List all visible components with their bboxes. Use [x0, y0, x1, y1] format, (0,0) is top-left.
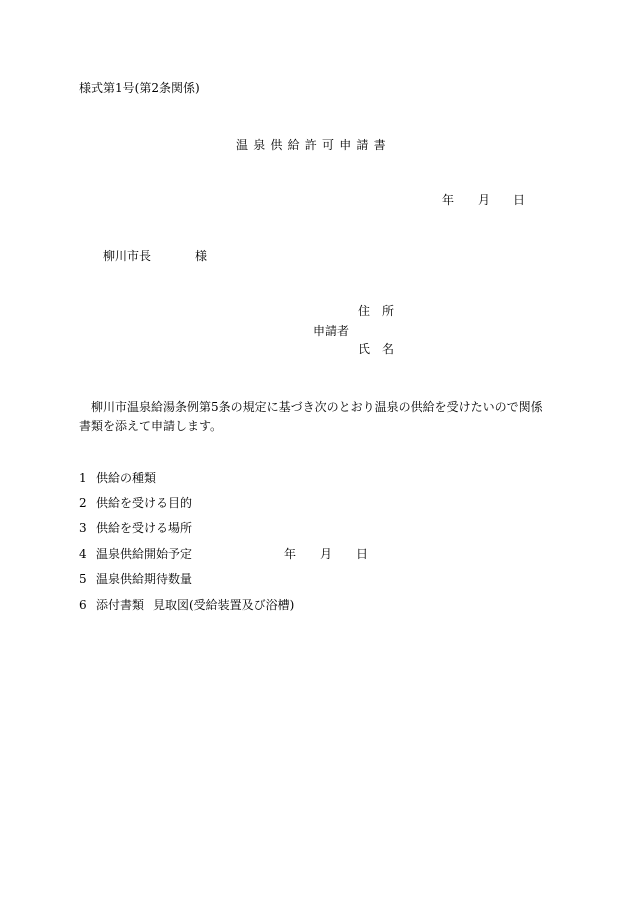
item-number: 1: [79, 471, 87, 485]
start-day-label: 日: [356, 547, 369, 561]
body-text: 柳川市温泉給湯条例第5条の規定に基づき次のとおり温泉の供給を受けたいので関係書類を添えて申請します。: [79, 400, 543, 433]
item-text: 添付書類: [96, 598, 145, 612]
date-month-label: 月: [478, 193, 491, 207]
item-text: 供給を受ける目的: [96, 496, 193, 510]
date-day-label: 日: [513, 193, 526, 207]
item-text: 温泉供給開始予定: [96, 547, 193, 561]
item-number: 3: [79, 521, 87, 535]
item-text: 供給を受ける場所: [96, 521, 193, 535]
applicant-label: 申請者: [313, 324, 350, 338]
item-number: 2: [79, 496, 87, 510]
start-year-label: 年: [284, 547, 297, 561]
applicant-address-label: 住所: [358, 304, 407, 318]
attachment-detail: 見取図(受給装置及び浴槽): [153, 598, 295, 612]
item-number: 5: [79, 572, 87, 586]
date-year-label: 年: [442, 193, 455, 207]
item-number: 4: [79, 547, 87, 561]
applicant-name-label: 氏名: [358, 342, 407, 356]
item-text: 供給の種類: [96, 471, 157, 485]
addressee-name: 柳川市長: [103, 249, 152, 263]
item-text: 温泉供給期待数量: [96, 572, 193, 586]
item-number: 6: [79, 598, 87, 612]
document-title: 温泉供給許可申請書: [236, 138, 391, 152]
form-number: 様式第1号(第2条関係): [79, 81, 200, 95]
start-month-label: 月: [320, 547, 333, 561]
addressee-honorific: 様: [195, 249, 208, 263]
